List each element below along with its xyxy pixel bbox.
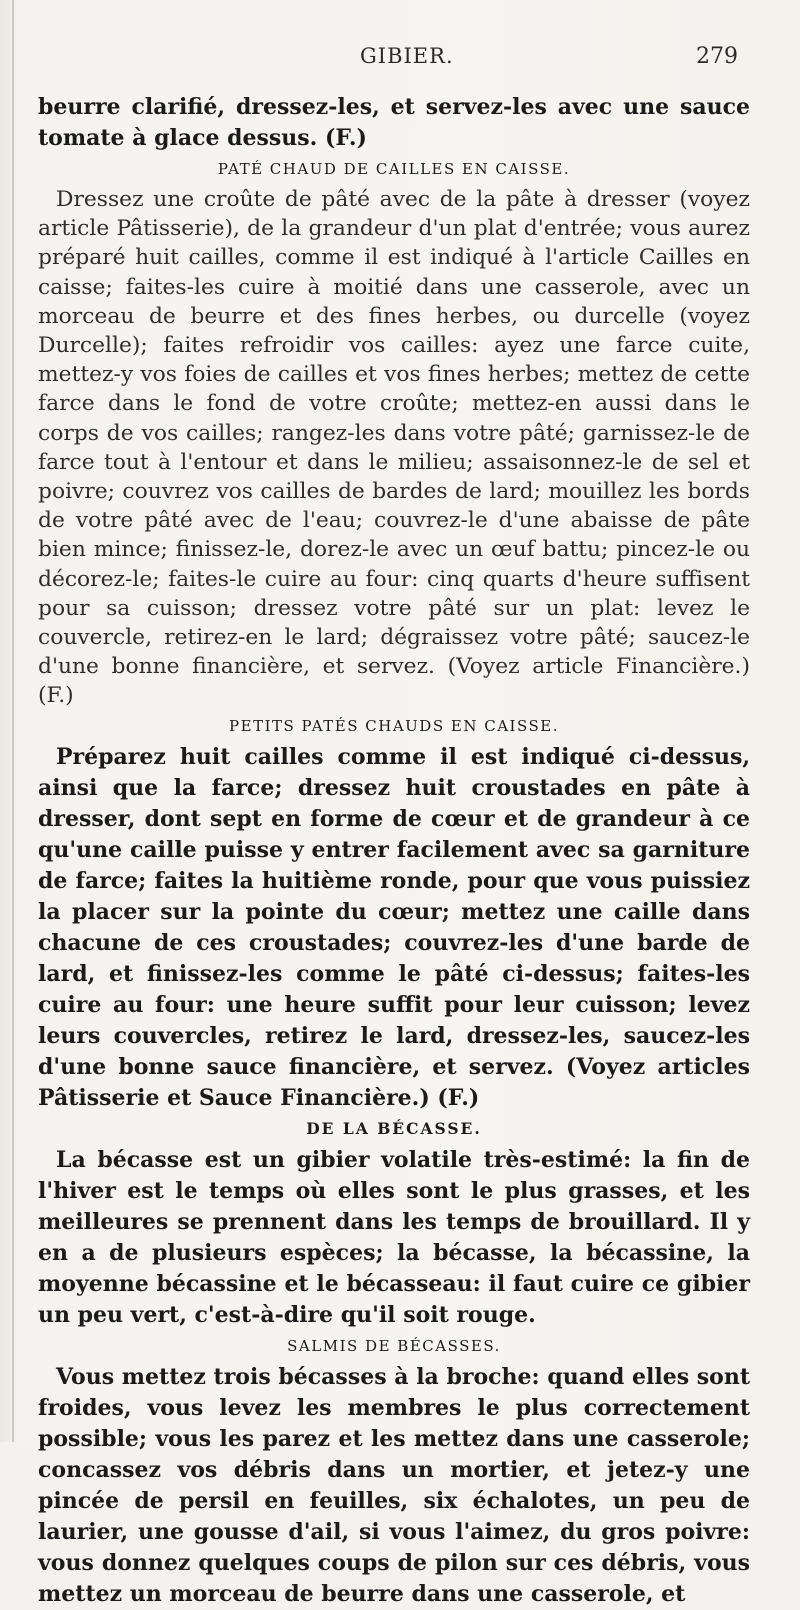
page-header xyxy=(0,44,800,72)
section-title-pate-chaud-cailles: PATÉ CHAUD DE CAILLES EN CAISSE. xyxy=(217,160,571,178)
paragraph-pate-chaud-cailles: Dressez une croûte de pâté avec de la pâte à dresser (voyez article Pâtisserie), de la grandeur d'un plat d'entrée; vous aurez préparé huit cailles, comme il est indiqué à l'article Cailles en caisse; faites-les cuire à moitié dans une casserole, avec un morceau de beurre et des fines herbes, ou durcelle (voyez Durcelle); faites refroidir vos cailles: ayez une farce cuite, mettez-y vos foies de cailles et vos fines herbes; mettez de cette farce dans le fond de votre croûte; mettez-en aussi dans le corps de vos cailles; rangez-les dans votre pâté; garnissez-le de farce tout à l'entour et dans le milieu; assaisonnez-le de sel et poivre; couvrez vos cailles de bardes de lard; mouillez les bords de votre pâté avec de l'eau; couvrez-le d'une abaisse de pâte bien mince; finissez-le, dorez-le avec un œuf battu; pincez-le ou décorez-le; faites-le cuire au four: cinq quarts d'heure suffisent pour sa cuisson; dressez votre pâté sur un plat: levez le couvercle, retirez-en le lard; dégraissez votre pâté; saucez-le d'une bonne financière, et servez. (Voyez article Financière.) (F.) xyxy=(38,187,750,709)
paragraph-continuation: beurre clarifié, dressez-les, et servez-les avec une sauce tomate à glace dessus. (F.) xyxy=(38,94,750,151)
paragraph-salmis-becasses: Vous mettez trois bécasses à la broche: quand elles sont froides, vous levez les membres le plus correctement possible; vous les parez et les mettez dans une casserole; concassez vos débris dans un mortier, et jetez-y une pincée de persil en feuilles, six échalotes, un peu de laurier, une gousse d'ail, si vous l'aimez, du gros poivre: vous donnez quelques coups de pilon sur ces débris, vous mettez un morceau de beurre dans une casserole, et xyxy=(38,1363,750,1607)
page-number: 279 xyxy=(696,44,738,69)
section-title-becasse: DE LA BÉCASSE. xyxy=(306,1118,482,1138)
page-body xyxy=(38,92,750,1610)
paragraph-petits-pates: Préparez huit cailles comme il est indiqué ci-dessus, ainsi que la farce; dressez huit croustades en pâte à dresser, dont sept en forme de cœur et de grandeur à ce qu'une caille puisse y entrer facilement avec sa garniture de farce; faites la huitième ronde, pour que vous puissiez la placer sur la pointe du cœur; mettez une caille dans chacune de ces croustades; couvrez-les d'une barde de lard, et finissez-les comme le pâté ci-dessus; faites-les cuire au four: une heure suffit pour leur cuisson; levez leurs couvercles, retirez le lard, dressez-les, saucez-les d'une bonne sauce financière, et servez. (Voyez articles Pâtisserie et Sauce Financière.) (F.) xyxy=(38,743,750,1111)
section-title-salmis-becasses: SALMIS DE BÉCASSES. xyxy=(287,1336,501,1355)
section-title-petits-pates: PETITS PATÉS CHAUDS EN CAISSE. xyxy=(229,716,559,735)
page-gutter-edge xyxy=(12,0,14,1442)
running-title: GIBIER. xyxy=(360,44,454,68)
paragraph-becasse: La bécasse est un gibier volatile très-estimé: la fin de l'hiver est le temps où elles sont le plus grasses, et les meilleures se prennent dans les temps de brouillard. Il y en a de plusieurs espèces; la bécasse, la bécassine, la moyenne bécassine et le bécasseau: il faut cuire ce gibier un peu vert, c'est-à-dire qu'il soit rouge. xyxy=(38,1146,750,1328)
